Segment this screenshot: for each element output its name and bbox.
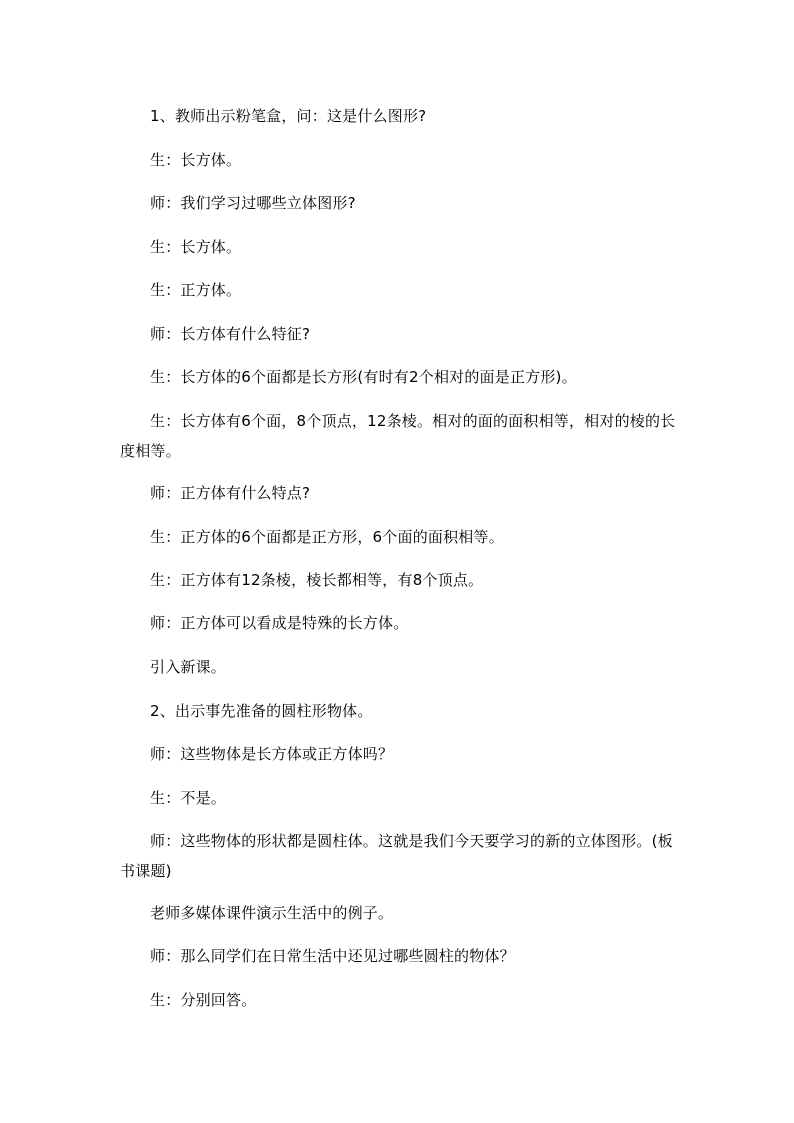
paragraph-3: 师：我们学习过哪些立体图形?	[150, 194, 356, 212]
paragraph-2: 生：长方体。	[150, 151, 242, 169]
paragraph-14: 2、出示事先准备的圆柱形物体。	[150, 702, 373, 720]
paragraph-18: 老师多媒体课件演示生活中的例子。	[150, 904, 394, 922]
paragraph-8: 生：长方体有6个面，8个顶点，12条棱。相对的面的面积相等，相对的棱的长度相等。	[120, 412, 676, 460]
paragraph-5: 生：正方体。	[150, 281, 242, 299]
paragraph-1: 1、教师出示粉笔盒，问：这是什么图形?	[150, 107, 427, 125]
paragraph-9: 师：正方体有什么特点?	[150, 484, 311, 502]
paragraph-6: 师：长方体有什么特征?	[150, 325, 311, 343]
paragraph-10: 生：正方体的6个面都是正方形，6个面的面积相等。	[150, 528, 504, 546]
paragraph-17: 师：这些物体的形状都是圆柱体。这就是我们今天要学习的新的立体图形。(板书课题)	[120, 832, 673, 880]
paragraph-19: 师：那么同学们在日常生活中还见过哪些圆柱的物体？	[150, 947, 515, 965]
paragraph-16: 生：不是。	[150, 789, 227, 807]
paragraph-12: 师：正方体可以看成是特殊的长方体。	[150, 614, 409, 632]
paragraph-11: 生：正方体有12条棱，棱长都相等，有8个顶点。	[150, 571, 484, 589]
paragraph-13: 引入新课。	[150, 658, 227, 676]
paragraph-15: 师：这些物体是长方体或正方体吗？	[150, 745, 394, 763]
paragraph-4: 生：长方体。	[150, 238, 242, 256]
paragraph-7: 生：长方体的6个面都是长方形(有时有2个相对的面是正方形)。	[150, 368, 577, 386]
paragraph-20: 生：分别回答。	[150, 991, 257, 1009]
